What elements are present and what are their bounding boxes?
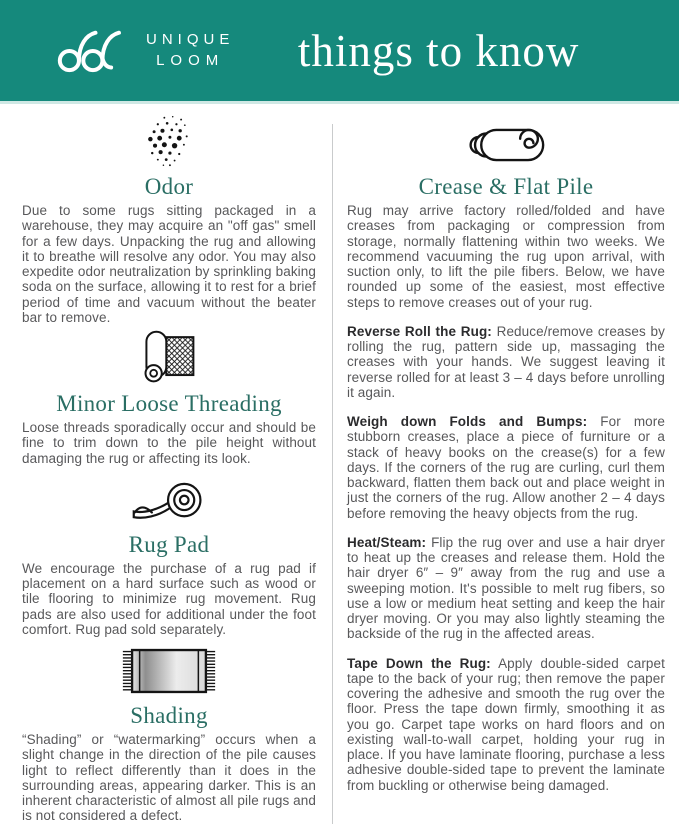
section-body-rug-pad: We encourage the purchase of a rug pad if placement on a hard surface such as wood or tile flooring to minimize rug movement. Rug pads are also used for additional under the foot comfort. Rug pad sold separately. — [22, 560, 316, 637]
section-body-shading: “Shading” or “watermarking” occurs when a slight change in the direction of the pile causes light to reflect differently than it does in the surrounding areas, appearing darker. This is an inherent characteristic of almost all pile rugs and is not considered a defect. — [22, 732, 316, 824]
tip-weigh-down-label: Weigh down Folds and Bumps: — [347, 414, 588, 429]
brand-line-1: UNIQUE — [146, 31, 235, 49]
section-body-odor: Due to some rugs sitting packaged in a warehouse, they may acquire an "off gas" smell for a few days. Unpacking the rug and allowing it to breathe will resolve any odor. You may also expedite odor neutralization by sprinkling baking soda on the surface, allowing it to rest for a brief period of time and vacuum without the beater bar to remove. — [22, 203, 316, 325]
section-title-rug-pad: Rug Pad — [128, 531, 210, 557]
rug-pad-roll-icon — [129, 476, 209, 526]
tip-reverse-roll-body: Reduce/remove creases by rolling the rug, pattern side up, massaging the creases with your hands. We suggest leaving it reverse rolled for at least 3 – 4 days before unrolling it again. — [347, 323, 665, 400]
left-column — [14, 108, 322, 824]
section-title-odor: Odor — [144, 174, 194, 199]
tip-tape-down — [347, 656, 665, 793]
unique-loom-loops-logo — [52, 26, 132, 76]
brand-block — [52, 26, 234, 76]
tip-reverse-roll — [347, 324, 665, 400]
tip-weigh-down-body: For more stubborn creases, place a piece of furniture or a stack of heavy books on the crease(s) for a few days. If the corners of the rug are curling, curl them backward, flatten them back out and place weight in just the corners of the rug. Allow another 2 – 4 days before removing the heavy objects from the rug. — [347, 414, 665, 521]
brand-line-2: LOOM — [156, 51, 225, 69]
threading-icon-wrap — [22, 339, 316, 385]
tip-tape-down-label: Tape Down the Rug: — [347, 655, 491, 671]
brand-name — [146, 30, 234, 71]
odor-icon-wrap — [22, 122, 316, 168]
rolled-rug-crosshatch-icon — [136, 329, 202, 385]
rug-pad-icon-wrap — [22, 480, 316, 526]
page-title: things to know — [297, 25, 580, 76]
column-divider — [332, 124, 333, 824]
section-title-shading: Shading — [130, 703, 208, 728]
tip-heat-steam — [347, 535, 665, 642]
content-area — [0, 104, 679, 824]
tip-reverse-roll-label: Reverse Roll the Rug: — [347, 323, 492, 339]
tip-heat-steam-body: Flip the rug over and use a hair dryer to heat up the creases and release them. Hold the hair dryer 6″ – 9″ away from the rug and use a sweeping motion. It's possible to melt rug fibers, so use a low or medium heat setting and keep the hair dryer moving. Or you may also lightly steaming the backside of the rug in the affected areas. — [347, 534, 665, 642]
crease-icon-wrap — [347, 122, 665, 168]
section-crease-flat-pile — [347, 122, 665, 793]
shaded-rug-fringe-icon — [117, 645, 221, 697]
section-rug-pad — [22, 480, 316, 637]
tip-heat-steam-label: Heat/Steam: — [347, 534, 427, 550]
rolled-rug-spiral-icon — [456, 122, 556, 168]
tip-tape-down-body: Apply double-sided carpet tape to the back of your rug; then remove the paper covering the adhesive and smooth the rug over the floor. Press the tape down firmly, smoothing it as you go. Carpet tape works on hard floors and on existing wall-to-wall carpet, holding your rug in place. If you have laminate flooring, purchase a less adhesive double-sided tape to prevent the laminate from buckling or otherwise being damaged. — [347, 655, 665, 793]
odor-dots-icon — [139, 114, 199, 168]
section-title-threading: Minor Loose Threading — [56, 391, 282, 416]
header-banner — [0, 0, 679, 104]
section-odor — [22, 122, 316, 325]
section-minor-loose-threading — [22, 339, 316, 466]
shading-icon-wrap — [22, 651, 316, 697]
section-body-threading: Loose threads sporadically occur and should be fine to trim down to the pile height without damaging the rug or affecting its look. — [22, 420, 316, 466]
right-column — [341, 108, 669, 824]
crease-intro: Rug may arrive factory rolled/folded and have creases from packaging or compression from storage, normally flattening within two weeks. We recommend vacuuming the rug upon arrival, with suction only, to lift the pile fibers. Below, we have rounded up some of the easiest, most effective steps to remove creases out of your rug. — [347, 203, 665, 310]
section-title-crease: Crease & Flat Pile — [418, 174, 594, 199]
tip-weigh-down — [347, 414, 665, 521]
section-shading — [22, 651, 316, 824]
